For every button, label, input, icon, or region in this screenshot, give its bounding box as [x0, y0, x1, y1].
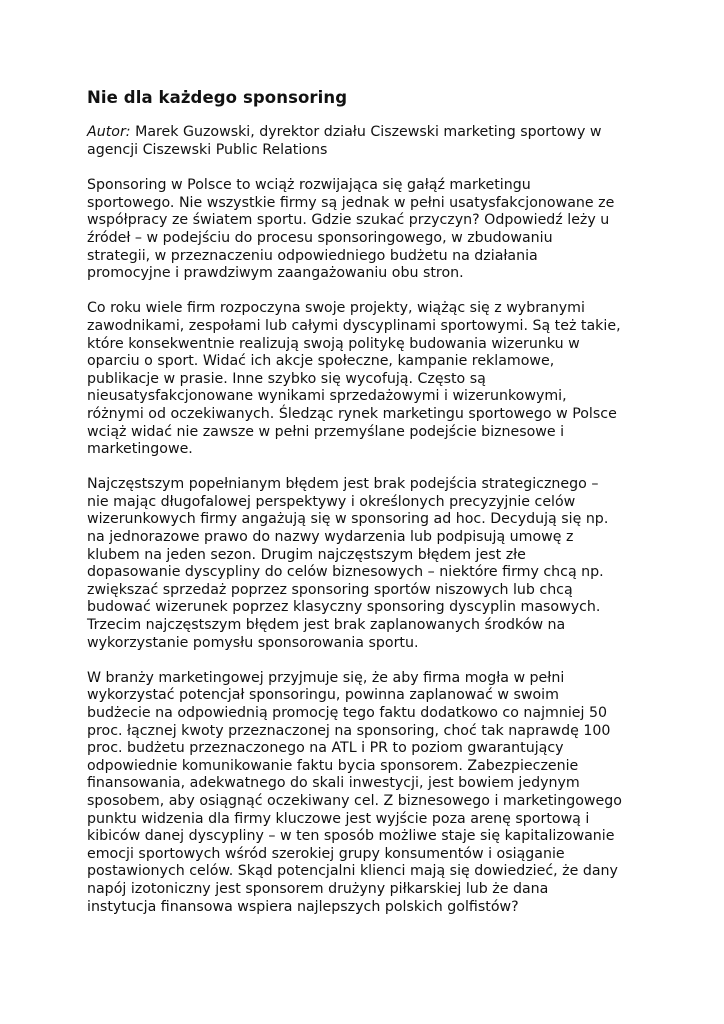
paragraph-line: klubem na jeden sezon. Drugim najczęstszym błędem jest złe [87, 546, 526, 563]
body-paragraph [87, 177, 647, 283]
paragraph-line: instytucja finansowa wspiera najlepszych polskich golfistów? [87, 898, 519, 915]
paragraph-line: Sponsoring w Polsce to wciąż rozwijająca się gałąź marketingu [87, 177, 531, 194]
document-page [87, 88, 647, 934]
paragraph-line: sposobem, aby osiągnąć oczekiwany cel. Z biznesowego i marketingowego [87, 792, 622, 809]
paragraph-line: emocji sportowych wśród szerokiej grupy konsumentów i osiąganie [87, 845, 565, 862]
paragraph-line: napój izotoniczny jest sponsorem drużyny piłkarskiej lub że dana [87, 880, 549, 897]
body-paragraph [87, 300, 647, 458]
paragraph-line: wciąż widać nie zawsze w pełni przemyślane podejście biznesowe i [87, 423, 565, 440]
paragraph-line: Najczęstszym popełnianym błędem jest brak podejścia strategicznego – [87, 476, 599, 493]
paragraph-line: W branży marketingowej przyjmuje się, że aby firma mogła w pełni [87, 669, 565, 686]
author-text: Marek Guzowski, dyrektor działu Ciszewski marketing sportowy w [130, 124, 602, 140]
paragraph-line: proc. łącznej kwoty przeznaczonej na sponsoring, choć tak naprawdę 100 [87, 722, 611, 739]
paragraph-line: strategii, w przeznaczeniu odpowiedniego budżetu na działania [87, 247, 538, 264]
paragraph-line: publikacje w prasie. Inne szybko się wycofują. Często są [87, 370, 486, 387]
paragraph-line: zawodnikami, zespołami lub całymi dyscyplinami sportowymi. Są też takie, [87, 317, 621, 334]
paragraph-line: proc. budżetu przeznaczonego na ATL i PR to poziom gwarantujący [87, 740, 564, 757]
author-line [87, 124, 647, 159]
paragraph-line: dopasowanie dyscypliny do celów biznesowych – niektóre firmy chcą np. [87, 564, 604, 581]
paragraph-line: odpowiednie komunikowanie faktu bycia sponsorem. Zabezpieczenie [87, 757, 579, 774]
paragraph-line: Co roku wiele firm rozpoczyna swoje projekty, wiążąc się z wybranymi [87, 300, 585, 317]
author-line-2: agencji Ciszewski Public Relations [87, 141, 328, 158]
author-line-1 [87, 124, 647, 142]
paragraph-line: finansowania, adekwatnego do skali inwestycji, jest bowiem jedynym [87, 775, 580, 792]
paragraph-line: różnymi od oczekiwanych. Śledząc rynek marketingu sportowego w Polsce [87, 405, 617, 422]
paragraph-line: nie mając długofalowej perspektywy i określonych precyzyjnie celów [87, 493, 576, 510]
paragraph-line: wykorzystanie pomysłu sponsorowania sportu. [87, 634, 419, 651]
paragraph-line: źródeł – w podejściu do procesu sponsoringowego, w zbudowaniu [87, 229, 553, 246]
paragraph-line: wizerunkowych firmy angażują się w sponsoring ad hoc. Decydują się np. [87, 511, 609, 528]
paragraph-line: kibiców danej dyscypliny – w ten sposób możliwe staje się kapitalizowanie [87, 828, 615, 845]
paragraph-line: promocyjne i prawdziwym zaangażowaniu obu stron. [87, 265, 464, 282]
article-body [87, 177, 647, 916]
paragraph-line: postawionych celów. Skąd potencjalni klienci mają się dowiedzieć, że dany [87, 863, 618, 880]
paragraph-line: wykorzystać potencjał sponsoringu, powinna zaplanować w swoim [87, 687, 559, 704]
paragraph-line: punktu widzenia dla firmy kluczowe jest wyjście poza arenę sportową i [87, 810, 590, 827]
paragraph-line: Trzecim najczęstszym błędem jest brak zaplanowanych środków na [87, 617, 566, 634]
paragraph-line: zwiększać sprzedaż poprzez sponsoring sportów niszowych lub chcą [87, 581, 573, 598]
body-paragraph [87, 476, 647, 652]
paragraph-line: które konsekwentnie realizują swoją politykę budowania wizerunku w [87, 335, 580, 352]
paragraph-line: oparciu o sport. Widać ich akcje społeczne, kampanie reklamowe, [87, 353, 555, 370]
paragraph-line: marketingowe. [87, 441, 193, 458]
paragraph-line: na jednorazowe prawo do nazwy wydarzenia lub podpisują umowę z [87, 529, 574, 546]
body-paragraph [87, 670, 647, 916]
author-label: Autor: [87, 124, 131, 140]
paragraph-line: nieusatysfakcjonowane wynikami sprzedażowymi i wizerunkowymi, [87, 388, 567, 405]
paragraph-line: sportowego. Nie wszystkie firmy są jednak w pełni usatysfakcjonowane ze [87, 194, 615, 211]
paragraph-line: współpracy ze światem sportu. Gdzie szukać przyczyn? Odpowiedź leży u [87, 212, 610, 229]
paragraph-line: budżecie na odpowiednią promocję tego faktu dodatkowo co najmniej 50 [87, 705, 608, 721]
paragraph-line: budować wizerunek poprzez klasyczny sponsoring dyscyplin masowych. [87, 599, 601, 616]
document-title: Nie dla każdego sponsoring [87, 88, 348, 107]
